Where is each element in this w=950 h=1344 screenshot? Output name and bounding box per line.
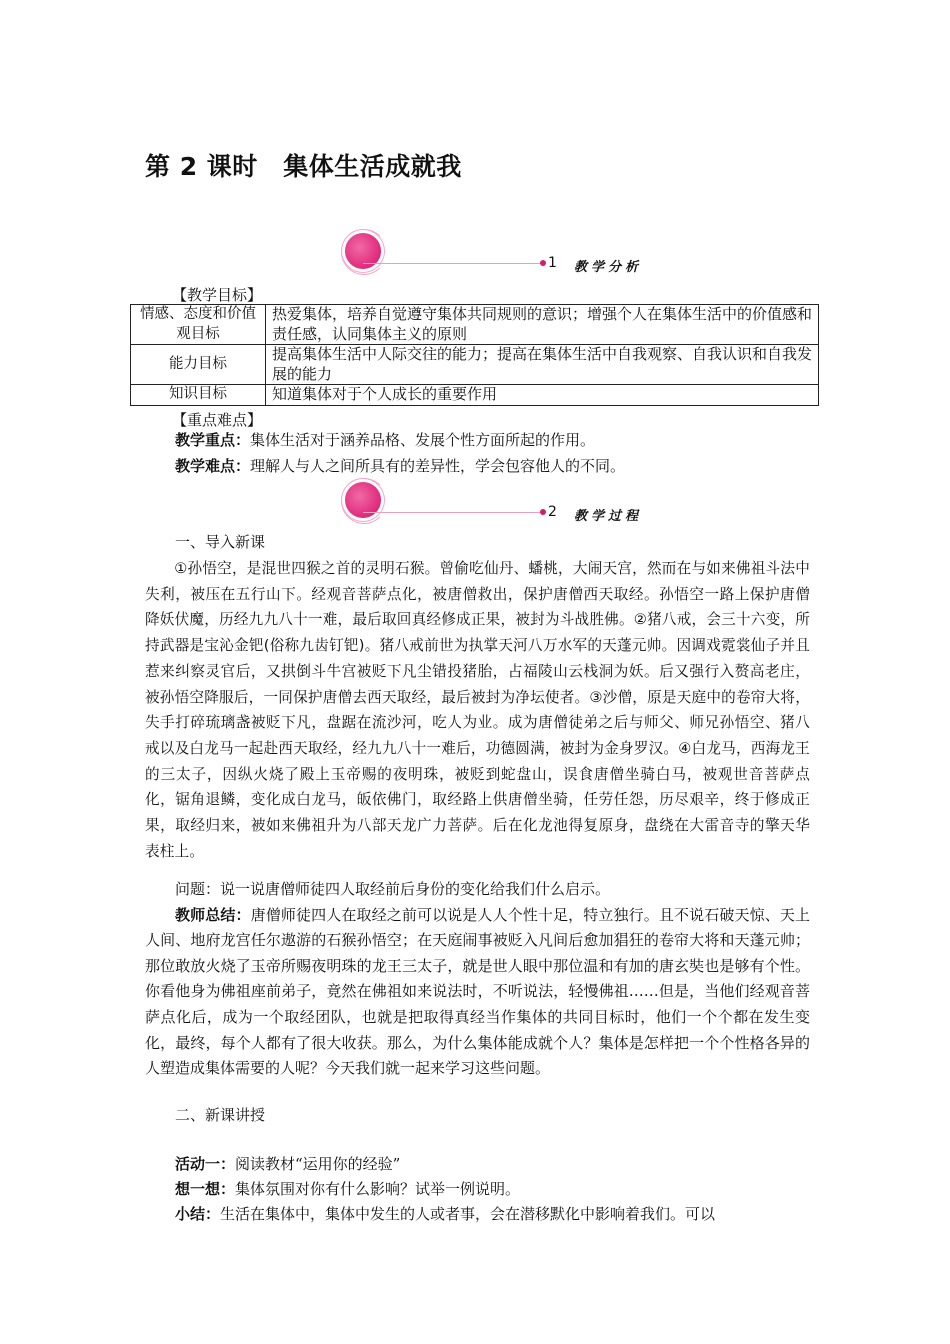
page-title: 第 2 课时 集体生活成就我	[145, 152, 462, 181]
goals-table	[130, 304, 819, 406]
section-banner-process	[345, 482, 665, 532]
banner-dot-icon	[540, 260, 546, 266]
summary-block	[145, 877, 810, 1082]
part2-heading: 二、新课讲授	[175, 1106, 266, 1124]
conclusion-item	[175, 1203, 715, 1225]
key-point-text: 集体生活对于涵养品格、发展个性方面所起的作用。	[250, 431, 596, 449]
section-banner-analysis	[345, 233, 665, 283]
teacher-summary	[145, 903, 810, 1082]
banner-line	[363, 512, 543, 513]
story-paragraph	[145, 556, 810, 864]
table-row	[131, 385, 819, 406]
conclusion-text: 生活在集体中，集体中发生的人或者事，会在潜移默化中影响着我们。可以	[220, 1205, 716, 1223]
goal-name: 能力目标	[131, 345, 266, 385]
key-point-label: 教学重点：	[175, 431, 251, 449]
key-point	[175, 429, 595, 451]
activity-one	[175, 1153, 400, 1175]
section-label: 教学过程	[574, 509, 643, 524]
banner-line	[363, 263, 543, 264]
activity-one-label: 活动一：	[175, 1155, 236, 1173]
teacher-summary-text: 唐僧师徒四人在取经之前可以说是人人个性十足，特立独行。且不说石破天惊、天上人间、地府龙宫任尔遨游的石猴孙悟空；在天庭闹事被贬入凡间后愈加猖狂的卷帘大将和天蓬元帅；那位敢放火烧了玉帝所赐夜明珠的龙王三太子，就是世人眼中那位温和有加的唐玄奘也是够有个性。你看他身为佛祖座前弟子，竟然在佛祖如来说法时，不听说法，轻慢佛祖……但是，当他们经观音菩萨点化后，成为一个取经团队，也就是把取得真经当作集体的共同目标时，他们一个个都在发生变化，最终，每个人都有了很大收获。那么，为什么集体能成就个人？集体是怎样把一个个性格各异的人塑造成集体需要的人呢？今天我们就一起来学习这些问题。	[145, 905, 810, 1078]
story-text: ①孙悟空，是混世四猴之首的灵明石猴。曾偷吃仙丹、蟠桃，大闹天宫，然而在与如来佛祖斗法中失利，被压在五行山下。经观音菩萨点化，被唐僧救出，保护唐僧西天取经。孙悟空一路上保护唐僧降妖伏魔，历经九九八十一难，最后取回真经修成正果，被封为斗战胜佛。②猪八戒，会三十六变，所持武器是宝沁金钯(俗称九齿钉钯)。猪八戒前世为执掌天河八万水军的天蓬元帅。因调戏霓裳仙子并且惹来纠察灵官后，又拱倒斗牛宫被贬下凡尘错投猪胎，占福陵山云栈洞为妖。后又强行入赘高老庄，被孙悟空降服后，一同保护唐僧去西天取经，最后被封为净坛使者。③沙僧，原是天庭中的卷帘大将，失手打碎琉璃盏被贬下凡，盘踞在流沙河，吃人为业。成为唐僧徒弟之后与师父、师兄孙悟空、猪八戒以及白龙马一起赴西天取经，经九九八十一难后，功德圆满，被封为金身罗汉。④白龙马，西海龙王的三太子，因纵火烧了殿上玉帝赐的夜明珠，被贬到蛇盘山，误食唐僧坐骑白马，被观世音菩萨点化，锯角退鳞，变化成白龙马，皈依佛门，取经路上供唐僧坐骑，任劳任怨，历尽艰辛，终于修成正果，取经归来，被如来佛祖升为八部天龙广力菩萨。后在化龙池得复原身，盘绕在大雷音寺的擎天华表柱上。	[145, 560, 810, 860]
goal-text: 热爱集体，培养自觉遵守集体共同规则的意识；增强个人在集体生活中的价值感和责任感，认同集体主义的原则	[266, 305, 819, 345]
goal-name: 情感、态度和价值观目标	[131, 305, 266, 345]
think-label: 想一想：	[175, 1180, 236, 1198]
goals-heading: 【教学目标】	[172, 286, 263, 304]
part1-heading: 一、导入新课	[175, 533, 266, 551]
goal-name: 知识目标	[131, 385, 266, 406]
think-text: 集体氛围对你有什么影响？试举一例说明。	[235, 1180, 521, 1198]
banner-dot-icon	[540, 509, 546, 515]
think-item	[175, 1178, 520, 1200]
difficulty-point	[175, 455, 625, 477]
difficulty-text: 理解人与人之间所具有的差异性，学会包容他人的不同。	[250, 457, 626, 475]
table-row	[131, 305, 819, 345]
goal-text: 知道集体对于个人成长的重要作用	[266, 385, 819, 406]
teacher-summary-label: 教师总结：	[175, 905, 251, 924]
difficulty-label: 教学难点：	[175, 457, 251, 475]
section-number: 1	[548, 255, 557, 271]
goal-text: 提高集体生活中人际交往的能力；提高在集体生活中自我观察、自我认识和自我发展的能力	[266, 345, 819, 385]
question-text: 问题：说一说唐僧师徒四人取经前后身份的变化给我们什么启示。	[175, 880, 611, 898]
conclusion-label: 小结：	[175, 1205, 221, 1223]
section-label: 教学分析	[574, 260, 643, 275]
section-number: 2	[548, 504, 557, 520]
activity-one-text: 阅读教材“运用你的经验”	[235, 1155, 401, 1173]
key-heading: 【重点难点】	[172, 411, 263, 429]
table-row	[131, 345, 819, 385]
